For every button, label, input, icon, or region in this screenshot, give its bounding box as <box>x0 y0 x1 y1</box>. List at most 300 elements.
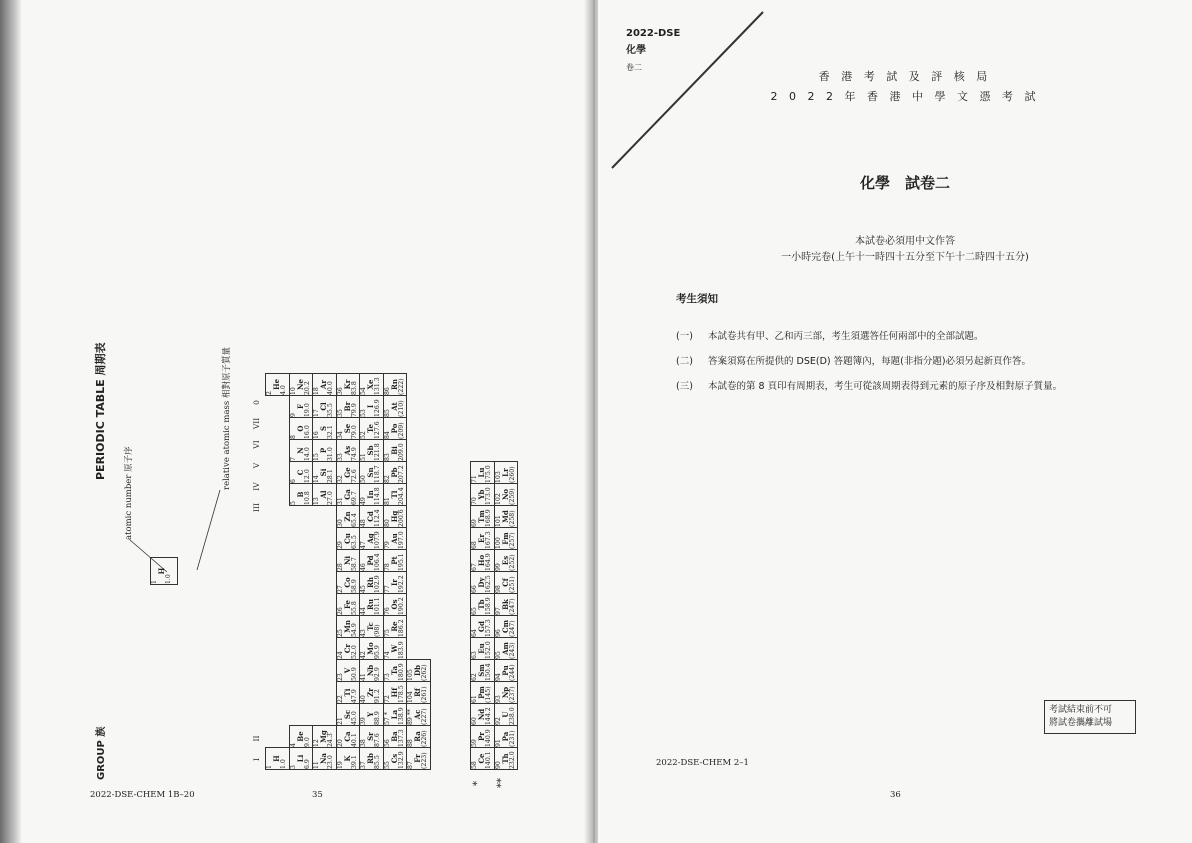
element-cell <box>360 572 384 594</box>
empty-cell <box>313 616 337 638</box>
element-symbol: Sb <box>366 445 375 456</box>
element-symbol: Rn <box>389 379 399 390</box>
atomic-mass: 69.7 <box>350 491 358 505</box>
main-title: 化學 試卷二 <box>859 174 950 192</box>
element-symbol: Os <box>389 599 399 610</box>
empty-cell <box>266 726 290 748</box>
atomic-number: 11 <box>313 761 320 769</box>
element-symbol: Ra <box>413 731 422 742</box>
atomic-number: 10 <box>289 387 297 395</box>
element-cell <box>360 616 384 638</box>
group-label: I <box>252 758 261 761</box>
element-symbol: Pu <box>500 665 510 676</box>
group-label: IV <box>252 482 261 491</box>
element-symbol: Ac <box>413 709 422 720</box>
element-cell <box>336 704 360 726</box>
element-cell <box>336 594 360 616</box>
element-cell <box>383 682 407 704</box>
atomic-number: 95 <box>494 651 502 659</box>
example-symbol: H <box>157 567 166 575</box>
atomic-number: 96 <box>494 629 502 637</box>
element-symbol: Al <box>319 490 328 499</box>
element-symbol: Md <box>500 510 510 523</box>
empty-cell <box>289 638 313 660</box>
element-cell <box>266 748 290 770</box>
atomic-number: 88 <box>407 739 414 747</box>
instruction-item <box>676 378 1176 392</box>
atomic-mass: (223) <box>421 752 428 769</box>
empty-cell <box>289 572 313 594</box>
period-row <box>383 374 407 770</box>
element-symbol: C <box>295 469 305 476</box>
atomic-number: 2 <box>266 391 273 395</box>
element-cell <box>360 660 384 682</box>
empty-cell <box>407 484 431 506</box>
atomic-mass: 140.9 <box>485 729 492 747</box>
empty-cell <box>289 704 313 726</box>
atomic-mass: (145) <box>485 686 492 703</box>
element-cell <box>471 638 495 660</box>
language-note: 本試卷必須用中文作答 <box>855 236 955 247</box>
element-cell <box>336 616 360 638</box>
atomic-number-label: atomic number 原子序 <box>124 446 134 540</box>
empty-cell <box>313 594 337 616</box>
right-page-number: 36 <box>890 790 901 800</box>
element-cell <box>336 484 360 506</box>
atomic-mass: 112.4 <box>374 509 381 527</box>
element-symbol: Er <box>477 533 486 544</box>
element-cell <box>360 528 384 550</box>
atomic-number: 103 <box>494 471 502 483</box>
instruction-number: (二) <box>676 356 693 367</box>
element-cell <box>494 726 518 748</box>
element-symbol: Cu <box>342 533 352 544</box>
element-symbol: Np <box>500 686 510 699</box>
atomic-mass: 107.9 <box>374 531 381 549</box>
atomic-number: 44 <box>360 607 367 615</box>
atomic-number: 57 * <box>383 712 391 725</box>
element-symbol: Sm <box>477 664 486 677</box>
atomic-mass: 175.0 <box>485 465 492 483</box>
element-cell <box>360 484 384 506</box>
element-cell <box>336 550 360 572</box>
instructions-heading: 考生須知 <box>676 293 718 305</box>
atomic-mass: (252) <box>508 554 516 571</box>
element-cell <box>336 528 360 550</box>
empty-cell <box>407 638 431 660</box>
empty-cell <box>407 550 431 572</box>
atomic-number: 102 <box>494 493 502 505</box>
element-symbol: Cf <box>500 578 510 587</box>
element-symbol: Se <box>342 423 352 434</box>
element-symbol: La <box>389 709 399 720</box>
periodic-table-title: PERIODIC TABLE 周期表 <box>94 342 107 480</box>
element-symbol: W <box>389 644 399 653</box>
atomic-mass: (98) <box>374 624 381 637</box>
atomic-number: 60 <box>471 717 478 725</box>
element-symbol: No <box>500 488 510 501</box>
subject-label: 化學 <box>626 45 646 56</box>
element-cell <box>383 484 407 506</box>
atomic-number: 6 <box>289 479 297 483</box>
atomic-mass: 164.9 <box>485 553 492 571</box>
atomic-mass: 144.2 <box>485 707 492 725</box>
left-page-periodic-table <box>0 0 590 843</box>
empty-cell <box>266 572 290 594</box>
element-cell <box>360 704 384 726</box>
atomic-mass: 102.9 <box>374 575 381 593</box>
element-symbol: Ar <box>319 379 328 390</box>
atomic-mass: 79.0 <box>350 425 358 439</box>
empty-cell <box>407 616 431 638</box>
atomic-number: 37 <box>360 761 367 769</box>
authority-name: 香 港 考 試 及 評 核 局 <box>818 70 992 83</box>
atomic-mass: 40.1 <box>350 733 358 747</box>
atomic-mass: (226) <box>421 730 428 747</box>
element-cell <box>336 726 360 748</box>
element-cell <box>360 748 384 770</box>
element-symbol: Dy <box>477 577 486 588</box>
atomic-number: 56 <box>383 739 391 747</box>
atomic-mass: 183.9 <box>397 641 405 659</box>
empty-cell <box>266 704 290 726</box>
element-symbol: Hg <box>389 510 399 523</box>
atomic-mass: 91.2 <box>374 689 381 703</box>
atomic-mass: (257) <box>508 532 516 549</box>
atomic-number: 20 <box>336 739 344 747</box>
atomic-mass: 4.0 <box>280 385 287 395</box>
atomic-mass: 180.9 <box>397 663 405 681</box>
atomic-number: 33 <box>336 453 344 461</box>
element-cell <box>336 506 360 528</box>
atomic-mass: (209) <box>397 422 405 439</box>
empty-cell <box>407 594 431 616</box>
element-cell <box>360 440 384 462</box>
element-symbol: Ce <box>477 753 486 764</box>
element-cell <box>494 660 518 682</box>
atomic-number: 74 <box>383 651 391 659</box>
atomic-number: 36 <box>336 387 344 395</box>
element-cell <box>360 506 384 528</box>
element-cell <box>494 616 518 638</box>
atomic-mass: (247) <box>508 620 516 637</box>
atomic-number: 93 <box>494 695 502 703</box>
atomic-number: 47 <box>360 541 367 549</box>
atomic-mass: 83.8 <box>350 381 358 395</box>
atomic-mass: 14.0 <box>303 447 311 461</box>
element-symbol: Cr <box>342 643 352 654</box>
atomic-mass: 50.9 <box>350 667 358 681</box>
paper-label: 卷二 <box>626 63 642 72</box>
atomic-number: 64 <box>471 629 478 637</box>
atomic-number: 25 <box>336 629 344 637</box>
element-symbol: Cd <box>366 511 375 522</box>
atomic-number: 21 <box>336 717 344 725</box>
element-cell <box>471 616 495 638</box>
atomic-mass: 204.4 <box>397 487 405 505</box>
atomic-mass: 79.9 <box>350 403 358 417</box>
group-spacer <box>252 518 261 539</box>
element-symbol: Y <box>366 712 375 717</box>
element-cell <box>494 704 518 726</box>
element-symbol: Po <box>389 423 399 434</box>
empty-cell <box>266 638 290 660</box>
element-symbol: Ti <box>342 688 352 697</box>
element-cell <box>360 396 384 418</box>
element-symbol: S <box>319 425 328 432</box>
instruction-text: 答案須寫在所提供的 DSE(D) 答題簿內，每題(非指分題)必須另起新頁作答。 <box>708 356 1032 367</box>
atomic-mass: (259) <box>508 488 516 505</box>
atomic-mass: 127.6 <box>374 421 381 439</box>
atomic-mass: (227) <box>421 708 428 725</box>
empty-cell <box>289 682 313 704</box>
atomic-mass: (244) <box>508 664 516 681</box>
atomic-number: 41 <box>360 673 367 681</box>
element-symbol: Hf <box>389 687 399 698</box>
atomic-number: 71 <box>471 475 478 483</box>
atomic-number: 52 <box>360 431 367 439</box>
empty-cell <box>407 506 431 528</box>
atomic-number: 3 <box>289 765 297 769</box>
element-cell <box>289 462 313 484</box>
atomic-mass: 6.9 <box>303 759 311 769</box>
element-cell <box>471 682 495 704</box>
element-symbol: Mo <box>366 642 375 655</box>
exam-name: 2 0 2 2 年 香 港 中 學 文 憑 考 試 <box>770 90 1040 103</box>
rotated-periodic-table <box>94 150 580 790</box>
atomic-number: 13 <box>313 497 320 505</box>
atomic-mass: (261) <box>421 686 428 703</box>
atomic-number: 49 <box>360 497 367 505</box>
atomic-number: 75 <box>383 629 391 637</box>
element-cell <box>313 374 337 396</box>
element-cell <box>383 638 407 660</box>
atomic-number: 77 <box>383 585 391 593</box>
atomic-mass: 24.3 <box>327 733 334 747</box>
element-symbol: Ir <box>389 579 399 586</box>
atomic-mass: 150.4 <box>485 663 492 681</box>
atomic-mass: 114.8 <box>374 487 381 505</box>
notice-box <box>1044 700 1136 734</box>
element-symbol: Am <box>500 642 510 655</box>
atomic-number: 73 <box>383 673 391 681</box>
atomic-number: 50 <box>360 475 367 483</box>
atomic-mass: 88.9 <box>374 711 381 725</box>
atomic-number: 97 <box>494 607 502 615</box>
group-spacer <box>252 623 261 644</box>
atomic-number: 1 <box>266 765 273 769</box>
element-cell <box>336 396 360 418</box>
element-cell <box>471 660 495 682</box>
atomic-mass: (251) <box>508 576 516 593</box>
element-symbol: Tb <box>477 599 486 610</box>
element-cell <box>383 528 407 550</box>
element-cell <box>407 682 431 704</box>
atomic-mass: 16.0 <box>303 425 311 439</box>
empty-cell <box>313 638 337 660</box>
atomic-number: 83 <box>383 453 391 461</box>
element-cell <box>360 638 384 660</box>
right-page-cover <box>598 0 1192 843</box>
element-cell <box>336 440 360 462</box>
element-symbol: Xe <box>366 379 375 390</box>
relative-mass-label: relative atomic mass 相對原子質量 <box>222 347 232 490</box>
atomic-mass: (210) <box>397 400 405 417</box>
element-cell <box>313 418 337 440</box>
element-symbol: Bk <box>500 599 510 610</box>
atomic-mass: 209.0 <box>397 443 405 461</box>
empty-cell <box>313 572 337 594</box>
element-symbol: P <box>319 447 328 454</box>
atomic-number: 31 <box>336 497 344 505</box>
element-symbol: Lu <box>477 467 486 478</box>
atomic-mass: 138.9 <box>397 707 405 725</box>
atomic-number: 80 <box>383 519 391 527</box>
empty-cell <box>407 462 431 484</box>
element-cell <box>383 440 407 462</box>
element-cell <box>289 440 313 462</box>
atomic-mass: 74.9 <box>350 447 358 461</box>
element-symbol: Sn <box>366 467 375 478</box>
element-cell <box>313 440 337 462</box>
exam-code: 2022-DSE <box>626 28 681 39</box>
element-symbol: K <box>342 755 352 762</box>
element-symbol: Kr <box>342 379 352 390</box>
element-cell <box>313 462 337 484</box>
element-cell <box>471 506 495 528</box>
element-cell <box>494 682 518 704</box>
atomic-mass: (258) <box>508 510 516 527</box>
atomic-number: 86 <box>383 387 391 395</box>
empty-cell <box>266 462 290 484</box>
element-cell <box>471 528 495 550</box>
atomic-number: 8 <box>289 435 297 439</box>
element-symbol: Fe <box>342 599 352 610</box>
element-symbol: Pd <box>366 555 375 566</box>
instruction-number: (三) <box>676 381 693 392</box>
atomic-number: 82 <box>383 475 391 483</box>
element-symbol: In <box>366 490 375 499</box>
atomic-number: 30 <box>336 519 344 527</box>
empty-cell <box>407 418 431 440</box>
element-cell <box>494 638 518 660</box>
element-cell <box>494 748 518 770</box>
atomic-mass: 35.5 <box>327 403 334 417</box>
empty-cell <box>266 594 290 616</box>
empty-cell <box>289 528 313 550</box>
element-cell <box>383 704 407 726</box>
group-label: V <box>252 462 261 469</box>
empty-cell <box>407 396 431 418</box>
group-spacer <box>252 602 261 623</box>
atomic-number: 72 <box>383 695 391 703</box>
element-symbol: B <box>295 491 305 498</box>
atomic-number: 76 <box>383 607 391 615</box>
element-symbol: O <box>295 425 305 432</box>
atomic-mass: 9.0 <box>303 737 311 747</box>
element-cell <box>289 396 313 418</box>
atomic-mass: 186.2 <box>397 619 405 637</box>
atomic-number: 42 <box>360 651 367 659</box>
element-cell <box>360 462 384 484</box>
empty-cell <box>266 616 290 638</box>
atomic-number: 66 <box>471 585 478 593</box>
element-cell <box>471 572 495 594</box>
element-symbol: Ge <box>342 467 352 478</box>
group-label: III <box>252 503 261 512</box>
atomic-mass: 85.5 <box>374 755 381 769</box>
element-cell <box>471 726 495 748</box>
empty-cell <box>266 418 290 440</box>
example-element-cell <box>150 557 178 585</box>
atomic-number: 91 <box>494 739 502 747</box>
element-cell <box>336 462 360 484</box>
atomic-number: 69 <box>471 519 478 527</box>
atomic-number: 79 <box>383 541 391 549</box>
element-symbol: Ca <box>342 731 352 742</box>
group-spacer <box>252 539 261 560</box>
atomic-mass: 190.2 <box>397 597 405 615</box>
atomic-mass: 195.1 <box>397 553 405 571</box>
atomic-number: 101 <box>494 515 502 527</box>
atomic-mass: (262) <box>421 664 428 681</box>
element-cell <box>383 594 407 616</box>
annotation-arrows <box>125 470 235 610</box>
atomic-mass: 126.9 <box>374 399 381 417</box>
instruction-item <box>676 353 1176 367</box>
element-symbol: Sc <box>342 709 352 720</box>
element-symbol: Ru <box>366 599 375 610</box>
element-symbol: Li <box>295 754 305 763</box>
element-cell <box>313 484 337 506</box>
element-cell <box>289 748 313 770</box>
f-block-table <box>470 461 518 770</box>
atomic-number: 9 <box>289 413 297 417</box>
element-symbol: F <box>295 404 305 409</box>
atomic-number: 5 <box>289 501 297 505</box>
atomic-number: 32 <box>336 475 344 483</box>
group-label: II <box>252 735 261 742</box>
element-symbol: Br <box>342 401 352 412</box>
atomic-number: 94 <box>494 673 502 681</box>
empty-cell <box>313 550 337 572</box>
element-cell <box>289 484 313 506</box>
atomic-mass: (222) <box>397 378 405 395</box>
notice-line-2: 將試卷攜離試場 <box>1049 718 1113 728</box>
period-row <box>289 374 313 770</box>
atomic-mass: 140.1 <box>485 751 492 769</box>
element-symbol: Ni <box>342 555 352 566</box>
element-symbol: Ga <box>342 489 352 500</box>
atomic-number: 12 <box>313 739 320 747</box>
element-symbol: Es <box>500 555 510 566</box>
atomic-mass: 47.9 <box>350 689 358 703</box>
element-cell <box>336 748 360 770</box>
element-cell <box>383 396 407 418</box>
atomic-mass: 1.0 <box>280 759 287 769</box>
empty-cell <box>289 550 313 572</box>
atomic-number: 46 <box>360 563 367 571</box>
atomic-number: 51 <box>360 453 367 461</box>
atomic-mass: 137.3 <box>397 729 405 747</box>
group-spacer <box>252 644 261 665</box>
element-cell <box>471 462 495 484</box>
group-spacer <box>252 581 261 602</box>
element-symbol: Gd <box>477 621 486 632</box>
atomic-mass: 55.8 <box>350 601 358 615</box>
empty-cell <box>266 550 290 572</box>
atomic-mass: 45.0 <box>350 711 358 725</box>
